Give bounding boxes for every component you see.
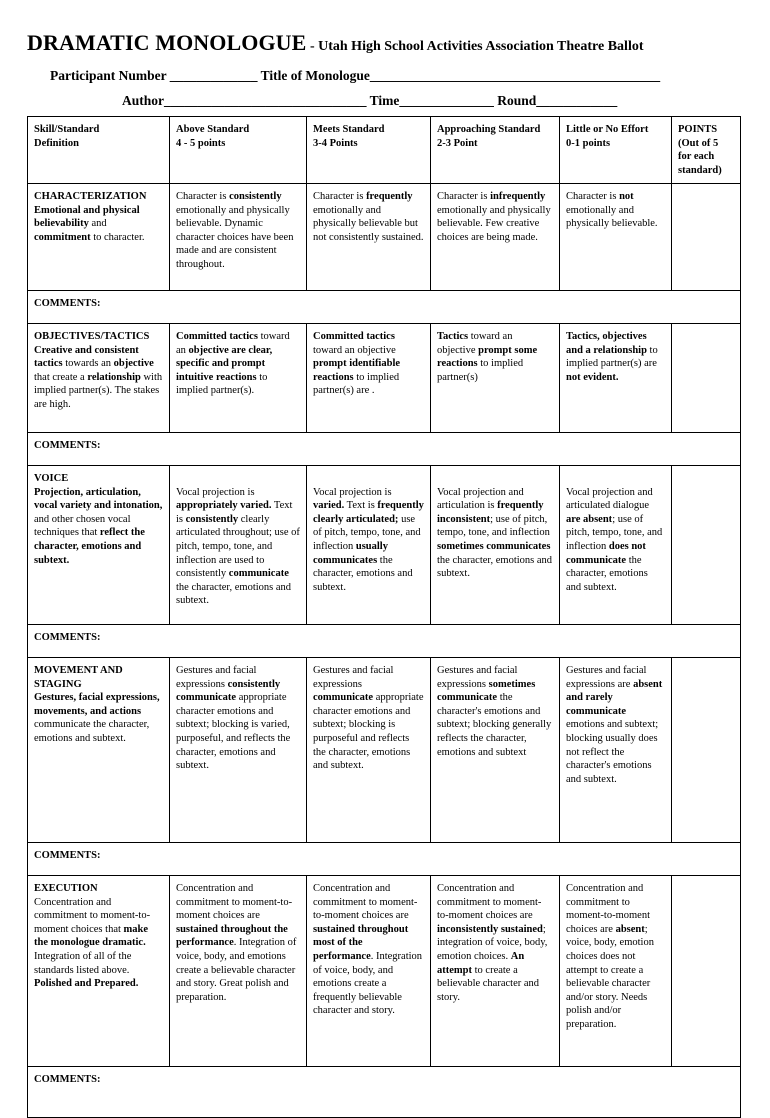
above-standard-cell: Vocal projection is appropriately varied. Text is consistently clearly articulated throughout; use of pitch, tempo, tone, and inflection are used to consistently communicate the character, emotions and subtext. <box>170 466 307 625</box>
skill-definition-cell: MOVEMENT AND STAGING Gestures, facial expressions, movements, and actions communicate the character, emotions and subtext. <box>28 658 170 843</box>
comments-row <box>28 1067 741 1118</box>
comments-row <box>28 843 741 876</box>
skill-definition-header: Skill/Standard Definition <box>28 117 170 184</box>
comments-row <box>28 433 741 466</box>
skill-definition-cell: OBJECTIVES/TACTICS Creative and consistent tactics towards an objective that create a relationship with implied partner(s). The stakes are high. <box>28 324 170 433</box>
comments-field[interactable]: COMMENTS: <box>28 1067 741 1118</box>
little-effort-cell: Concentration and commitment to moment-to-moment choices are absent; voice, body, emotion choices does not attempt to create a believable character and/or story. Needs polish and/or preparation. <box>560 876 672 1067</box>
points-input-cell[interactable] <box>672 184 741 291</box>
rubric-header-row <box>28 117 741 184</box>
little-effort-header: Little or No Effort 0-1 points <box>560 117 672 184</box>
participant-title-line: Participant Number _____________ Title of Monologue___________________________________________ <box>50 68 661 83</box>
comments-row <box>28 625 741 658</box>
comments-field[interactable]: COMMENTS: <box>28 433 741 466</box>
little-effort-cell: Vocal projection and articulated dialogue are absent; use of pitch, tempo, tone, and inflection does not communicate the character, emotions and subtext. <box>560 466 672 625</box>
approaching-standard-cell: Tactics toward an objective prompt some reactions to implied partner(s) <box>431 324 560 433</box>
above-standard-cell: Character is consistently emotionally and physically believable. Dynamic character choices have been made and are consistent throughout. <box>170 184 307 291</box>
little-effort-cell: Gestures and facial expressions are absent and rarely communicate emotions and subtext; blocking usually does not reflect the character's emotions and subtext. <box>560 658 672 843</box>
author-time-round-line: Author______________________________ Time______________ Round____________ <box>122 93 618 108</box>
approaching-standard-header: Approaching Standard 2-3 Point <box>431 117 560 184</box>
points-input-cell[interactable] <box>672 876 741 1067</box>
comments-field[interactable]: COMMENTS: <box>28 843 741 876</box>
comments-field[interactable]: COMMENTS: <box>28 625 741 658</box>
criterion-row <box>28 658 741 843</box>
above-standard-cell: Committed tactics toward an objective are clear, specific and prompt intuitive reactions to implied partner(s). <box>170 324 307 433</box>
comments-field[interactable]: COMMENTS: <box>28 291 741 324</box>
ballot-title-main: DRAMATIC MONOLOGUE <box>27 30 307 55</box>
meets-standard-cell: Gestures and facial expressions communicate appropriate character emotions and subtext; blocking is purposeful and reflects the character, emotions and subtext. <box>307 658 431 843</box>
points-input-cell[interactable] <box>672 324 741 433</box>
comments-row <box>28 291 741 324</box>
skill-definition-cell: VOICE Projection, articulation, vocal variety and intonation, and other chosen vocal techniques that reflect the character, emotions and subtext. <box>28 466 170 625</box>
points-input-cell[interactable] <box>672 658 741 843</box>
ballot-title-subtitle: - Utah High School Activities Association Theatre Ballot <box>306 39 644 54</box>
points-header: POINTS (Out of 5 for each standard) <box>672 117 741 184</box>
approaching-standard-cell: Vocal projection and articulation is frequently inconsistent; use of pitch, tempo, tone, and inflection sometimes communicates the character, emotions and subtext. <box>431 466 560 625</box>
approaching-standard-cell: Concentration and commitment to moment-to-moment choices are inconsistently sustained; integration of voice, body, emotion choices. An attempt to create a believable character and story. <box>431 876 560 1067</box>
little-effort-cell: Character is not emotionally and physically believable. <box>560 184 672 291</box>
rubric-table <box>27 116 741 1118</box>
meets-standard-header: Meets Standard 3-4 Points <box>307 117 431 184</box>
ballot-title <box>27 30 767 56</box>
meets-standard-cell: Committed tactics toward an objective prompt identifiable reactions to implied partner(s) are . <box>307 324 431 433</box>
meets-standard-cell: Concentration and commitment to moment-to-moment choices are sustained throughout most of the performance. Integration of voice, body, and emotions create a frequently believable character and story. <box>307 876 431 1067</box>
meets-standard-cell: Vocal projection is varied. Text is frequently clearly articulated; use of pitch, tempo, tone, and inflection usually communicates the character, emotions and subtext. <box>307 466 431 625</box>
skill-definition-cell: EXECUTION Concentration and commitment to moment-to-moment choices that make the monologue dramatic. Integration of all of the standards listed above. Polished and Prepared. <box>28 876 170 1067</box>
criterion-row <box>28 876 741 1067</box>
criterion-row <box>28 324 741 433</box>
approaching-standard-cell: Gestures and facial expressions sometimes communicate the character's emotions and subtext; blocking generally reflects the character, emotions and subtext <box>431 658 560 843</box>
criterion-row <box>28 184 741 291</box>
criterion-row <box>28 466 741 625</box>
little-effort-cell: Tactics, objectives and a relationship to implied partner(s) are not evident. <box>560 324 672 433</box>
skill-definition-cell: CHARACTERIZATION Emotional and physical believability and commitment to character. <box>28 184 170 291</box>
above-standard-cell: Concentration and commitment to moment-to-moment choices are sustained throughout the performance. Integration of voice, body, and emotions create a believable character and story. Great polish and preparation. <box>170 876 307 1067</box>
approaching-standard-cell: Character is infrequently emotionally and physically believable. Few creative choices are being made. <box>431 184 560 291</box>
above-standard-header: Above Standard 4 - 5 points <box>170 117 307 184</box>
meets-standard-cell: Character is frequently emotionally and physically believable but not consistently sustained. <box>307 184 431 291</box>
above-standard-cell: Gestures and facial expressions consistently communicate appropriate character emotions and subtext; blocking is varied, purposeful, and reflects the character, emotions and subtext. <box>170 658 307 843</box>
points-input-cell[interactable] <box>672 466 741 625</box>
